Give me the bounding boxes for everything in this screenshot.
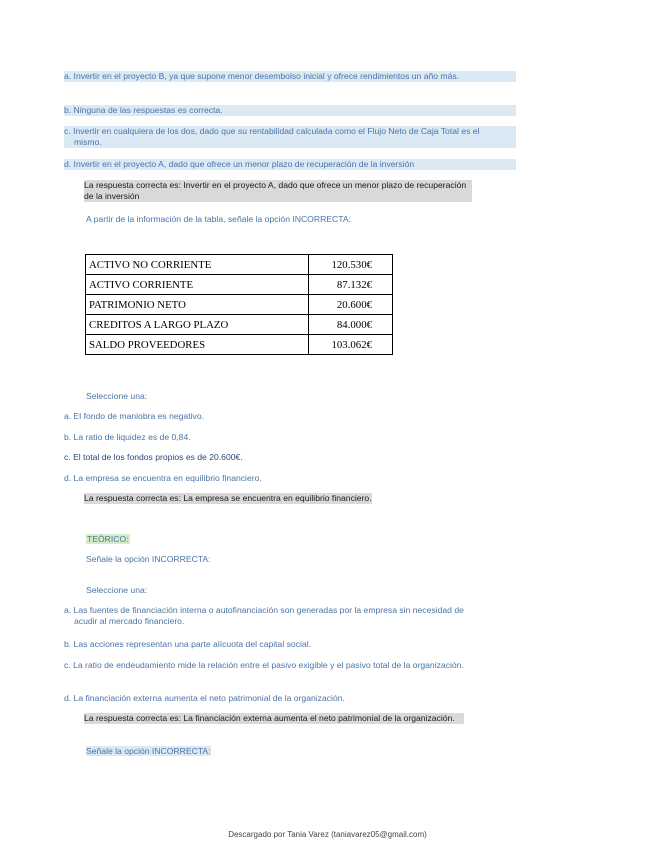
table-cell-value: 87.132€ xyxy=(309,275,393,295)
q2-option-d[interactable] xyxy=(64,473,516,484)
q2-option-a[interactable] xyxy=(64,411,516,422)
table-cell-label: SALDO PROVEEDORES xyxy=(86,335,309,355)
balance-table xyxy=(85,254,393,355)
q1-option-d-text: d. Invertir en el proyecto A, dado que ofrece un menor plazo de recuperación de la inversión xyxy=(64,159,415,169)
q3-option-c[interactable] xyxy=(64,660,484,671)
q3-option-c-text: c. La ratio de endeudamiento mide la relación entre el pasivo exigible y el pasivo total de la organización. xyxy=(64,660,464,670)
table-cell-value: 20.600€ xyxy=(309,295,393,315)
table-row xyxy=(86,275,393,295)
q1-option-c[interactable] xyxy=(64,126,516,148)
q2-option-a-text: a. El fondo de maniobra es negativo. xyxy=(64,411,204,421)
q2-option-c[interactable] xyxy=(64,452,516,463)
q2-prompt: A partir de la información de la tabla, señale la opción INCORRECTA: xyxy=(86,214,351,224)
table-row xyxy=(86,295,393,315)
q2-correct-answer-text: La respuesta correcta es: La empresa se encuentra en equilibrio financiero. xyxy=(84,493,372,503)
q3-prompt: Señale la opción INCORRECTA: xyxy=(86,554,211,564)
table-cell-label: CREDITOS A LARGO PLAZO xyxy=(86,315,309,335)
q1-correct-answer xyxy=(84,180,472,202)
q3-option-a[interactable] xyxy=(64,605,484,627)
q2-correct-answer xyxy=(84,493,372,504)
q3-select-label: Seleccione una: xyxy=(86,585,148,595)
q3-heading-text: TEÓRICO: xyxy=(87,534,129,544)
q3-option-a-text: a. Las fuentes de financiación interna o autofinanciación son generadas por la empresa sin necesidad de acudir al mercado financiero. xyxy=(64,605,464,626)
q1-option-a[interactable] xyxy=(64,71,516,82)
q3-correct-answer-text: La respuesta correcta es: La financiación externa aumenta el neto patrimonial de la organización. xyxy=(84,713,455,723)
q1-option-b-text: b. Ninguna de las respuestas es correcta. xyxy=(64,105,223,115)
q3-option-d[interactable] xyxy=(64,693,516,704)
q3-heading xyxy=(86,534,130,545)
q1-option-b[interactable] xyxy=(64,105,516,116)
q4-prompt-text: Señale la opción INCORRECTA: xyxy=(86,746,211,756)
q1-option-c-text: c. Invertir en cualquiera de los dos, dado que su rentabilidad calculada como el Flujo Neto de Caja Total es el mismo. xyxy=(64,126,480,147)
table-cell-value: 120.530€ xyxy=(309,255,393,275)
table-cell-value: 103.062€ xyxy=(309,335,393,355)
q2-select-label: Seleccione una: xyxy=(86,391,148,401)
q4-prompt xyxy=(86,746,211,757)
q2-option-b-text: b. La ratio de liquidez es de 0,84. xyxy=(64,432,191,442)
q1-option-a-text: a. Invertir en el proyecto B, ya que supone menor desembolso inicial y ofrece rendimientos un año más. xyxy=(64,71,460,81)
download-footer: Descargado por Tania Varez (taniavarez05@gmail.com) xyxy=(228,830,427,839)
q3-option-b[interactable] xyxy=(64,639,516,650)
q2-option-b[interactable] xyxy=(64,432,516,443)
q3-option-d-text: d. La financiación externa aumenta el neto patrimonial de la organización. xyxy=(64,693,345,703)
q3-option-b-text: b. Las acciones representan una parte alícuota del capital social. xyxy=(64,639,311,649)
q2-option-c-text: c. El total de los fondos propios es de 20.600€. xyxy=(64,452,243,462)
table-cell-label: ACTIVO CORRIENTE xyxy=(86,275,309,295)
table-row xyxy=(86,335,393,355)
table-row xyxy=(86,255,393,275)
q1-option-d[interactable] xyxy=(64,159,516,170)
q2-option-d-text: d. La empresa se encuentra en equilibrio financiero. xyxy=(64,473,262,483)
q1-correct-answer-text: La respuesta correcta es: Invertir en el proyecto A, dado que ofrece un menor plazo de recuperación de la inversión xyxy=(84,180,467,201)
table-row xyxy=(86,315,393,335)
table-cell-label: PATRIMONIO NETO xyxy=(86,295,309,315)
table-cell-label: ACTIVO NO CORRIENTE xyxy=(86,255,309,275)
table-cell-value: 84.000€ xyxy=(309,315,393,335)
q3-correct-answer xyxy=(84,713,464,724)
